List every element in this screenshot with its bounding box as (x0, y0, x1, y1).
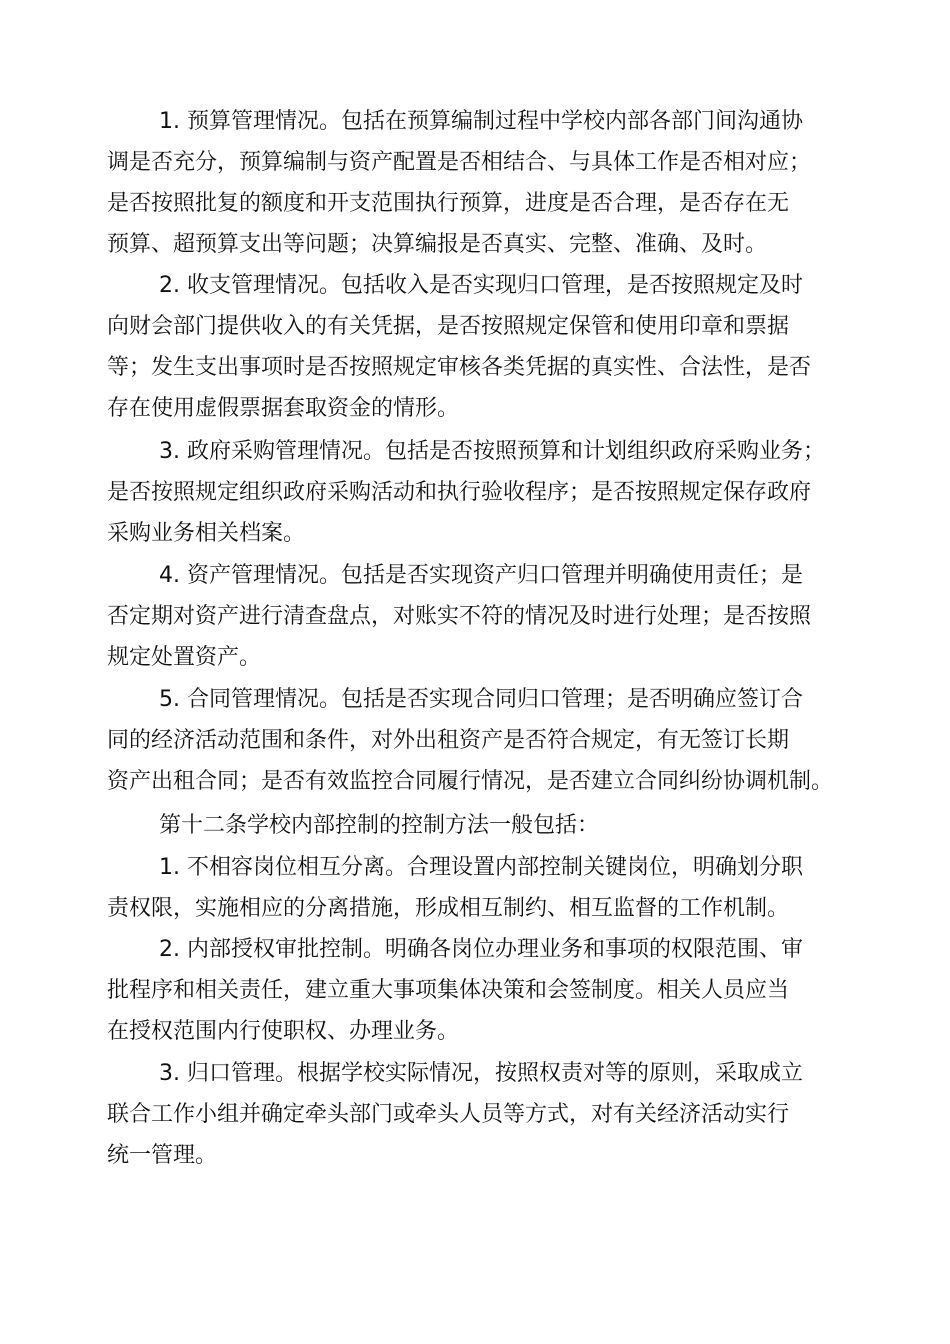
paragraph-asset-management (107, 555, 867, 678)
paragraph-revenue-expenditure (107, 265, 867, 429)
article-heading: 第十二条学校内部控制的控制方法一般包括： (159, 813, 600, 838)
text-line: 2. 内部授权审批控制。明确各岗位办理业务和事项的权限范围、审 (159, 937, 803, 962)
text-line: 3. 政府采购管理情况。包括是否按照预算和计划组织政府采购业务； (159, 439, 825, 464)
text-line: 资产出租合同；是否有效监控合同履行情况，是否建立合同纠纷协调机制。 (107, 769, 834, 794)
text-line: 3. 归口管理。根据学校实际情况，按照权责对等的原则，采取成立 (159, 1061, 803, 1086)
text-line: 统一管理。 (107, 1143, 218, 1168)
text-line: 批程序和相关责任，建立重大事项集体决策和会签制度。相关人员应当 (107, 978, 790, 1003)
text-line: 等；发生支出事项时是否按照规定审核各类凭据的真实性、合法性，是否 (107, 355, 812, 380)
paragraph-contract-management (107, 679, 867, 802)
text-line: 否定期对资产进行清查盘点，对账实不符的情况及时进行处理；是否按照 (107, 604, 812, 629)
text-line: 采购业务相关档案。 (107, 521, 306, 546)
text-line: 责权限，实施相应的分离措施，形成相互制约、相互监督的工作机制。 (107, 896, 790, 921)
text-line: 4. 资产管理情况。包括是否实现资产归口管理并明确使用责任；是 (159, 563, 803, 588)
text-line: 存在使用虚假票据套取资金的情形。 (107, 396, 460, 421)
text-line: 同的经济活动范围和条件，对外出租资产是否符合规定，有无签订长期 (107, 728, 790, 753)
text-line: 调是否充分，预算编制与资产配置是否相结合、与具体工作是否相对应； (107, 150, 812, 175)
paragraph-internal-authorization (107, 929, 867, 1052)
text-line: 向财会部门提供收入的有关凭据，是否按照规定保管和使用印章和票据 (107, 314, 790, 339)
paragraph-government-procurement (107, 431, 867, 554)
text-line: 在授权范围内行使职权、办理业务。 (107, 1019, 460, 1044)
text-line: 是否按照规定组织政府采购活动和执行验收程序；是否按照规定保存政府 (107, 480, 812, 505)
text-line: 5. 合同管理情况。包括是否实现合同归口管理；是否明确应签订合 (159, 687, 803, 712)
text-line: 1. 不相容岗位相互分离。合理设置内部控制关键岗位，明确划分职 (159, 855, 803, 880)
paragraph-segregation-of-duties (107, 847, 867, 929)
text-line: 是否按照批复的额度和开支范围执行预算，进度是否合理，是否存在无 (107, 191, 790, 216)
text-line: 预算、超预算支出等问题；决算编报是否真实、完整、准确、及时。 (107, 232, 768, 257)
text-line: 规定处置资产。 (107, 645, 262, 670)
paragraph-centralized-management (107, 1053, 867, 1176)
text-line: 1. 预算管理情况。包括在预算编制过程中学校内部各部门间沟通协 (159, 109, 803, 134)
paragraph-budget-management (107, 101, 867, 265)
text-line: 联合工作小组并确定牵头部门或牵头人员等方式，对有关经济活动实行 (107, 1102, 790, 1127)
paragraph-article-twelve (107, 805, 867, 846)
text-line: 2. 收支管理情况。包括收入是否实现归口管理，是否按照规定及时 (159, 273, 803, 298)
